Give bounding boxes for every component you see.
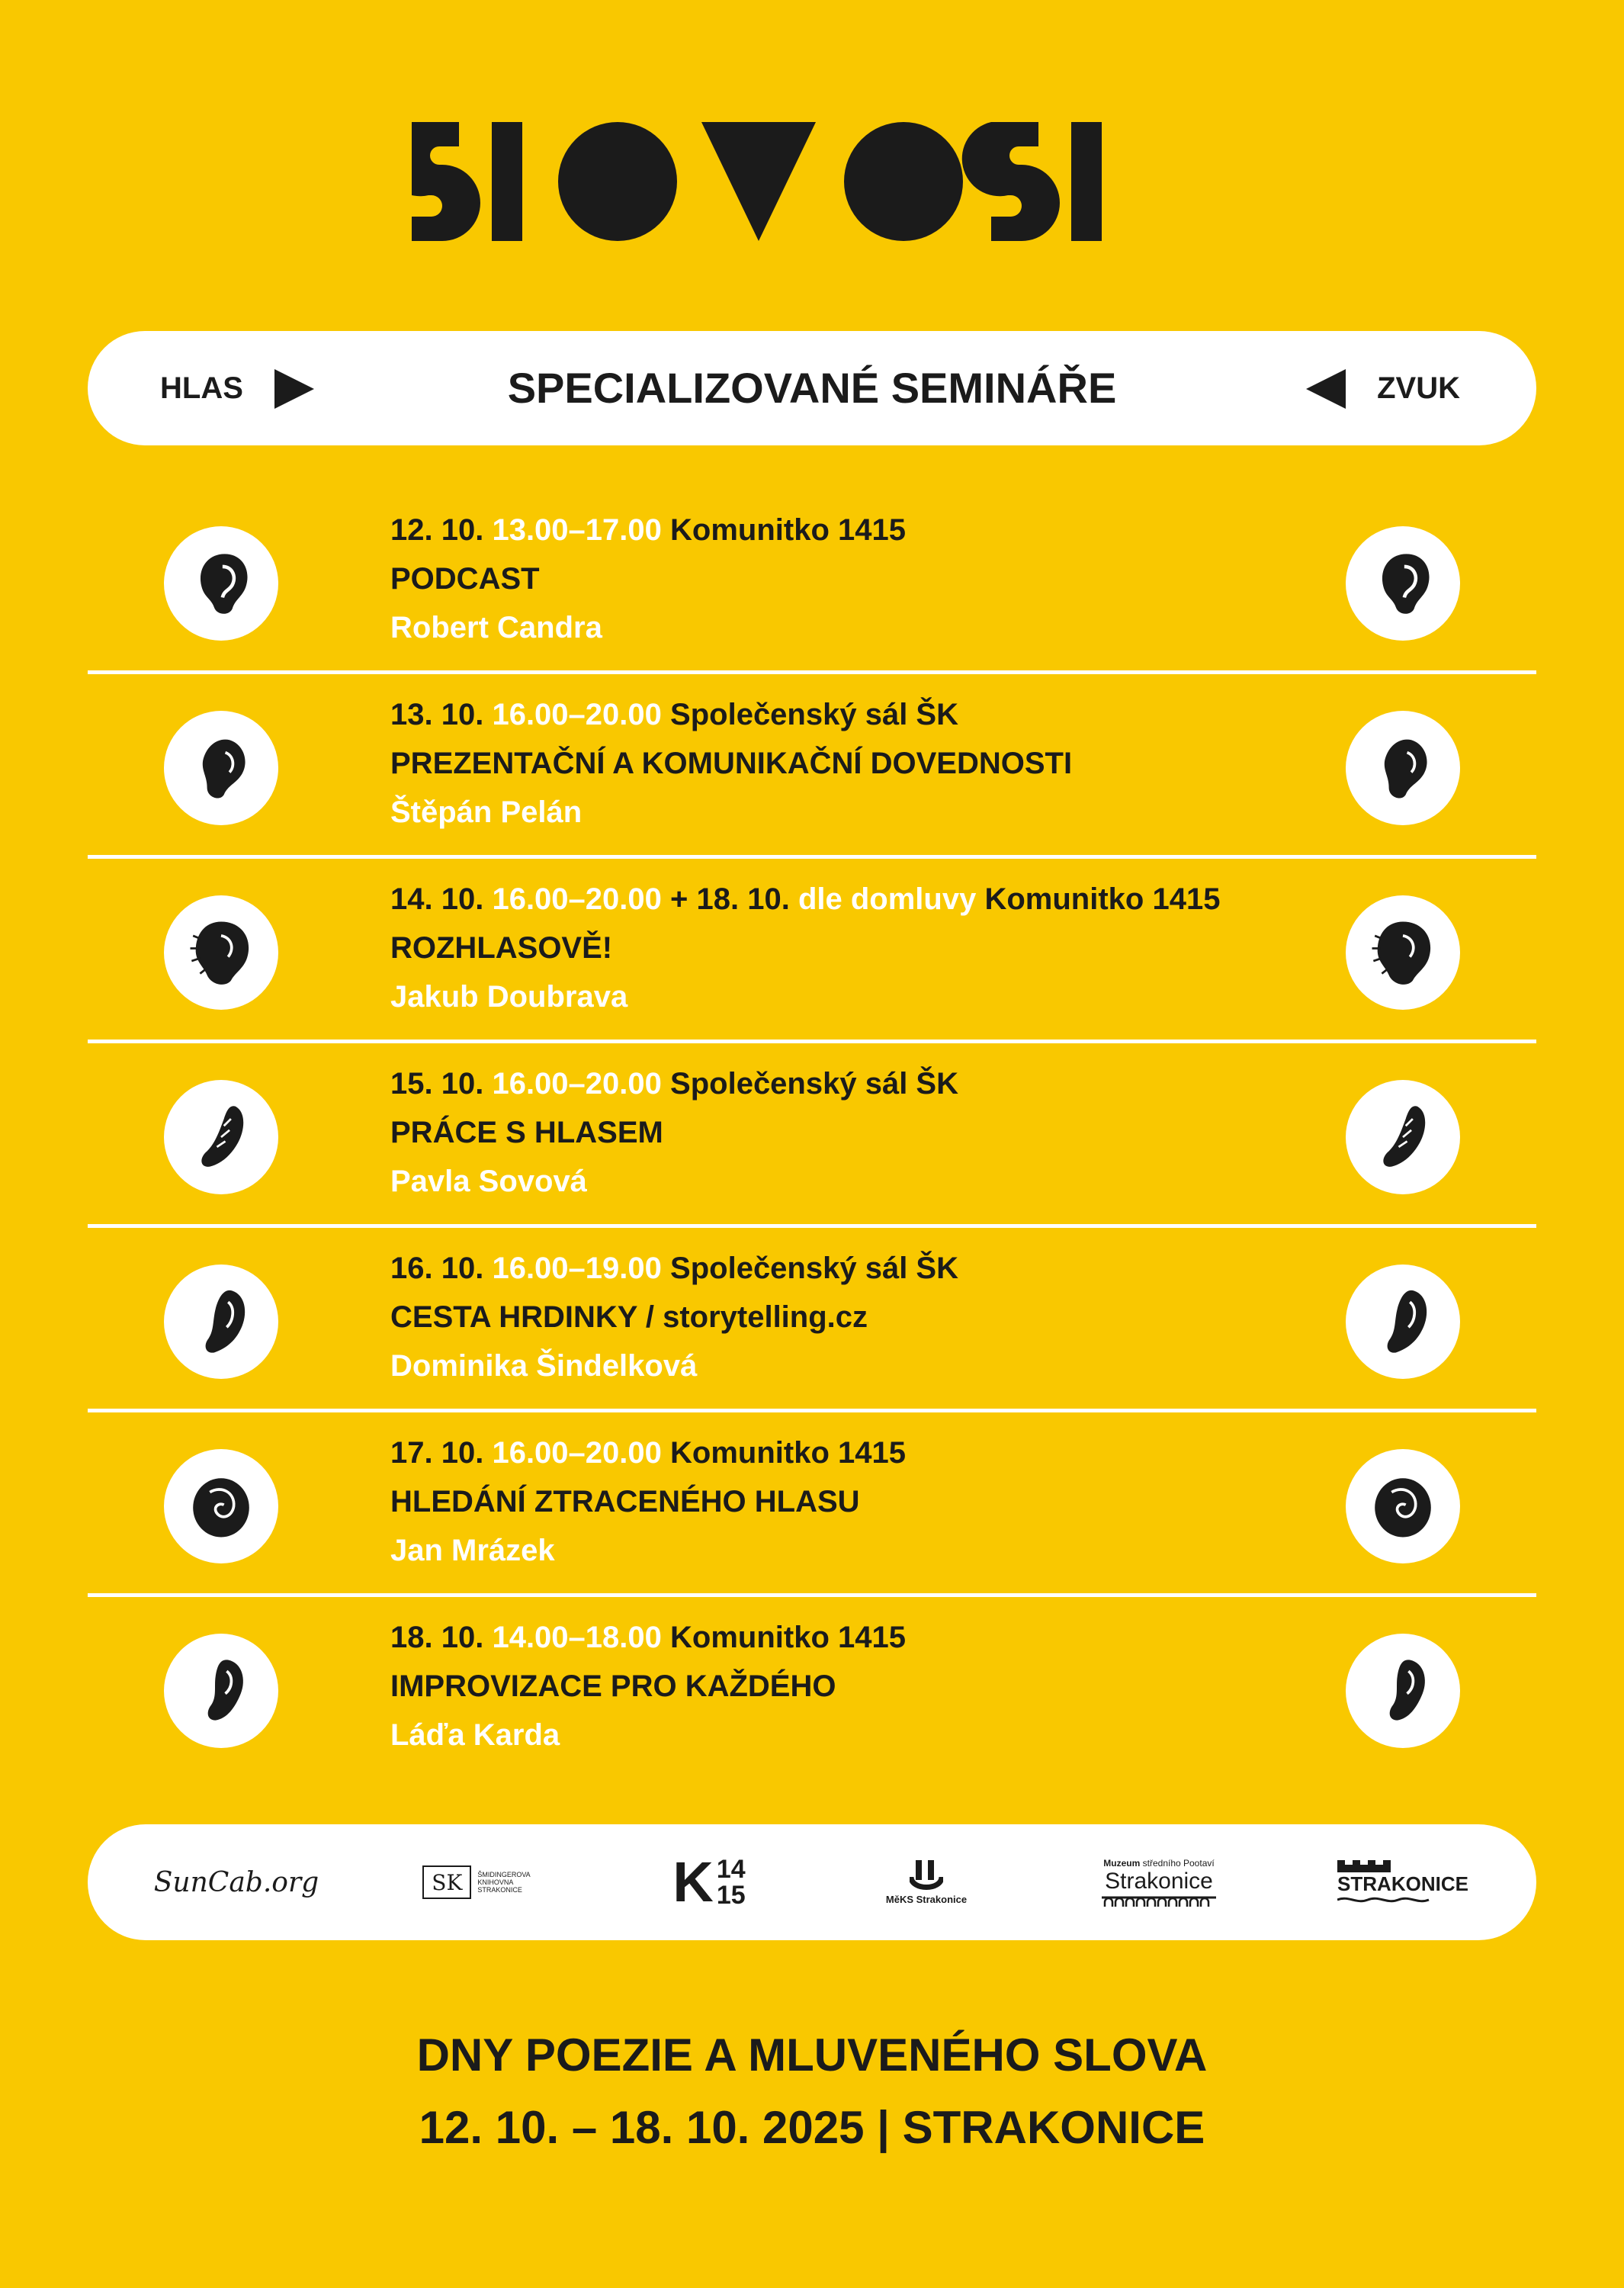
seminar-schedule	[390, 1434, 906, 1472]
ear-icon	[164, 711, 278, 825]
muzeum-small-bold: Muzeum	[1103, 1858, 1141, 1869]
k1415-k: K	[672, 1850, 714, 1914]
ear-icon	[1346, 1634, 1460, 1748]
suncab-logo	[153, 1824, 319, 1940]
seminar-item	[88, 674, 1536, 859]
seminar-time: 13.00–17.00	[492, 513, 662, 547]
seminar-date: 13. 10.	[390, 698, 484, 731]
seminar-venue: Společenský sál ŠK	[670, 1252, 958, 1285]
seminar-lecturer: Pavla Sovová	[390, 1165, 587, 1198]
seminar-venue: Komunitko 1415	[984, 882, 1221, 916]
seminar-title: PODCAST	[390, 562, 540, 596]
meks-icon	[910, 1860, 943, 1891]
seminar-time-2: dle domluvy	[798, 882, 977, 916]
seminar-venue: Komunitko 1415	[670, 513, 906, 547]
muzeum-wave-icon	[1102, 1894, 1216, 1907]
festival-logo	[0, 122, 1624, 252]
seminar-date: 18. 10.	[390, 1621, 484, 1654]
ear-icon	[1346, 1449, 1460, 1563]
seminar-item	[88, 1228, 1536, 1412]
sponsors-bar	[88, 1824, 1536, 1940]
seminar-schedule	[390, 696, 958, 734]
komunitko-1415-logo	[656, 1824, 762, 1940]
seminar-lecturer: Dominika Šindelková	[390, 1349, 698, 1383]
seminar-time: 16.00–20.00	[492, 882, 662, 916]
play-left-icon	[1306, 369, 1346, 409]
seminar-schedule	[390, 1618, 906, 1657]
knihovna-line: KNIHOVNA	[477, 1878, 514, 1886]
slovoslet-logo-wordmark	[412, 122, 1212, 244]
seminar-lecturer: Jakub Doubrava	[390, 980, 628, 1014]
seminar-title: HLEDÁNÍ ZTRACENÉHO HLASU	[390, 1485, 860, 1518]
ear-icon	[164, 1634, 278, 1748]
muzeum-big: Strakonice	[1105, 1869, 1213, 1894]
seminar-plus: +	[670, 882, 688, 916]
k1415-bottom: 15	[716, 1881, 746, 1910]
seminar-lecturer: Jan Mrázek	[390, 1534, 555, 1567]
knihovna-mark-text: SK	[432, 1869, 463, 1895]
seminar-title: PREZENTAČNÍ A KOMUNIKAČNÍ DOVEDNOSTI	[390, 747, 1073, 780]
seminar-venue: Komunitko 1415	[670, 1436, 906, 1470]
seminar-lecturer: Robert Candra	[390, 611, 602, 644]
festival-dates-location: 12. 10. – 18. 10. 2025 | STRAKONICE	[419, 2102, 1205, 2153]
ear-icon	[1346, 526, 1460, 641]
ear-icon	[164, 895, 278, 1010]
seminar-list	[88, 490, 1536, 1772]
ear-icon	[1346, 1080, 1460, 1194]
seminar-venue: Komunitko 1415	[670, 1621, 906, 1654]
ear-icon	[164, 1080, 278, 1194]
river-icon	[1337, 1895, 1436, 1904]
meks-text: MěKS Strakonice	[885, 1893, 968, 1905]
seminar-lecturer: Štěpán Pelán	[390, 795, 583, 829]
ear-icon	[164, 1449, 278, 1563]
seminar-item	[88, 859, 1536, 1043]
hlas-label: HLAS	[160, 371, 243, 405]
suncab-text: SunCab.org	[153, 1866, 319, 1898]
muzeum-logo	[1094, 1824, 1224, 1940]
castle-icon	[1337, 1860, 1391, 1872]
seminar-time: 16.00–20.00	[492, 1436, 662, 1470]
seminar-date-2: 18. 10.	[696, 882, 790, 916]
seminar-time: 14.00–18.00	[492, 1621, 662, 1654]
knihovna-name	[477, 1871, 530, 1894]
ear-icon	[1346, 1265, 1460, 1379]
strakonice-city-logo	[1338, 1824, 1468, 1940]
seminar-schedule	[390, 1249, 958, 1287]
knihovna-mark	[422, 1865, 471, 1899]
seminar-schedule	[390, 1065, 958, 1103]
k1415-top: 14	[716, 1855, 746, 1884]
seminar-schedule	[390, 880, 1220, 918]
seminar-title: ROZHLASOVĚ!	[390, 931, 613, 965]
knihovna-line: ŠMIDINGEROVA	[477, 1871, 531, 1878]
header-pill	[88, 331, 1536, 445]
seminar-time: 16.00–20.00	[492, 698, 662, 731]
seminar-item	[88, 1412, 1536, 1597]
seminar-item	[88, 1043, 1536, 1228]
seminar-date: 16. 10.	[390, 1252, 484, 1285]
seminar-item	[88, 1597, 1536, 1772]
seminar-venue: Společenský sál ŠK	[670, 698, 958, 731]
knihovna-logo	[408, 1824, 545, 1940]
zvuk-label: ZVUK	[1377, 371, 1460, 405]
seminar-venue: Společenský sál ŠK	[670, 1067, 958, 1101]
ear-icon	[164, 1265, 278, 1379]
muzeum-small: středního Pootaví	[1142, 1858, 1215, 1869]
seminar-title: PRÁCE S HLASEM	[390, 1116, 663, 1149]
seminar-date: 12. 10.	[390, 513, 484, 547]
seminar-time: 16.00–19.00	[492, 1252, 662, 1285]
ear-icon	[1346, 895, 1460, 1010]
meks-logo	[865, 1824, 987, 1940]
knihovna-line: STRAKONICE	[477, 1886, 522, 1894]
seminar-title: IMPROVIZACE PRO KAŽDÉHO	[390, 1669, 836, 1703]
seminar-schedule	[390, 511, 906, 549]
page-title: SPECIALIZOVANÉ SEMINÁŘE	[507, 364, 1117, 412]
festival-subtitle: DNY POEZIE A MLUVENÉHO SLOVA	[416, 2029, 1208, 2081]
seminar-item	[88, 490, 1536, 674]
seminar-date: 14. 10.	[390, 882, 484, 916]
seminar-date: 15. 10.	[390, 1067, 484, 1101]
seminar-time: 16.00–20.00	[492, 1067, 662, 1101]
strakonice-text: STRAKONICE	[1337, 1872, 1468, 1895]
seminar-date: 17. 10.	[390, 1436, 484, 1470]
seminar-lecturer: Láďa Karda	[390, 1718, 560, 1752]
seminar-title: CESTA HRDINKY / storytelling.cz	[390, 1300, 868, 1334]
ear-icon	[1346, 711, 1460, 825]
ear-icon	[164, 526, 278, 641]
